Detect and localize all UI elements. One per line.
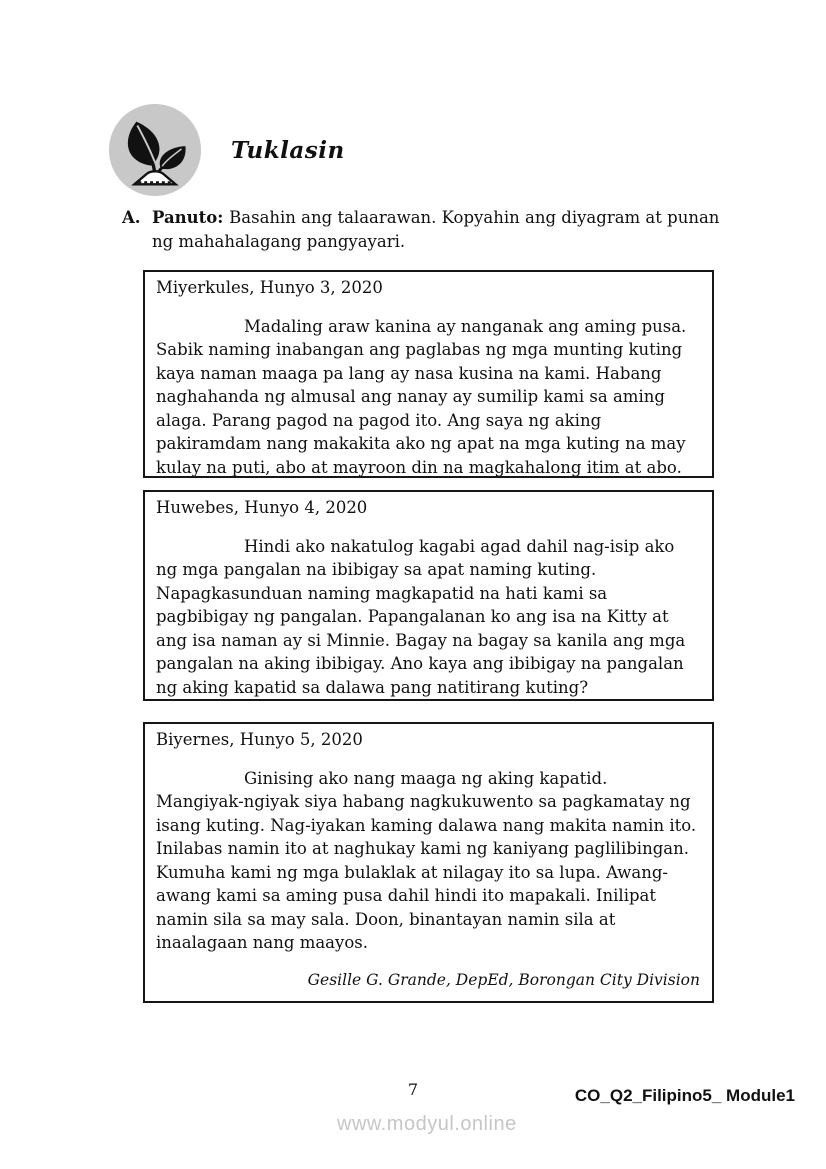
- page-title: Tuklasin: [231, 137, 345, 164]
- entry-body: Ginising ako nang maaga ng aking kapatid. Mangiyak-ngiyak siya habang nagkukuwento sa pagkamatay ng isang kuting. Nag-iyakan kaming dalawa nang makita namin ito. Inilabas namin ito at naghukay kami ng kaniyang paglilibingan. Kumuha kami ng mga bulaklak at nilagay ito sa lupa. Awang-awang kami sa aming pusa dahil hindi ito mapakali. Inilipat namin sila sa may sala. Doon, binantayan namin sila at inaalagaan nang maayos.: [156, 768, 697, 952]
- entry-date: Biyernes, Hunyo 5, 2020: [156, 730, 363, 749]
- instruction-label: Panuto:: [152, 208, 224, 227]
- diary-entry-2: [143, 490, 714, 701]
- entry-body: Hindi ako nakatulog kagabi agad dahil nag-isip ako ng mga pangalan na ibibigay sa apat naming kuting. Napagkasunduan naming magkapatid na hati kami sa pagbibigay ng pangalan. Papangalanan ko ang isa na Kitty at ang isa naman ay si Minnie. Bagay na bagay sa kanila ang mga pangalan na aking ibibigay. Ano kaya ang ibibigay na pangalan ng aking kapatid sa dalawa pang natitirang kuting?: [156, 536, 686, 697]
- instruction-marker: A.: [122, 208, 141, 227]
- page-number: 7: [407, 1080, 419, 1099]
- entry-attribution: Gesille G. Grande, DepEd, Borongan City Division: [307, 970, 700, 989]
- watermark: www.modyul.online: [337, 1113, 517, 1135]
- instruction-text: [152, 206, 724, 254]
- diary-entry-1: [143, 270, 714, 478]
- entry-date: Huwebes, Hunyo 4, 2020: [156, 498, 368, 517]
- seedling-icon: [106, 101, 204, 199]
- instruction-body: Basahin ang talaarawan. Kopyahin ang diyagram at punan ng mahahalagang pangyayari.: [152, 208, 720, 251]
- diary-entry-3: [143, 722, 714, 1003]
- instruction-block: [122, 206, 724, 254]
- module-code: CO_Q2_Filipino5_ Module1: [574, 1086, 795, 1105]
- entry-date: Miyerkules, Hunyo 3, 2020: [156, 278, 383, 297]
- entry-body: Madaling araw kanina ay nanganak ang aming pusa. Sabik naming inabangan ang paglabas ng mga munting kuting kaya naman maaga pa lang ay nasa kusina na kami. Habang naghahanda ng almusal ang nanay ay sumilip kami sa aming alaga. Parang pagod na pagod ito. Ang saya ng aking pakiramdam nang makakita ako ng apat na mga kuting na may kulay na puti, abo at mayroon din na magkahalong itim at abo.: [156, 316, 687, 477]
